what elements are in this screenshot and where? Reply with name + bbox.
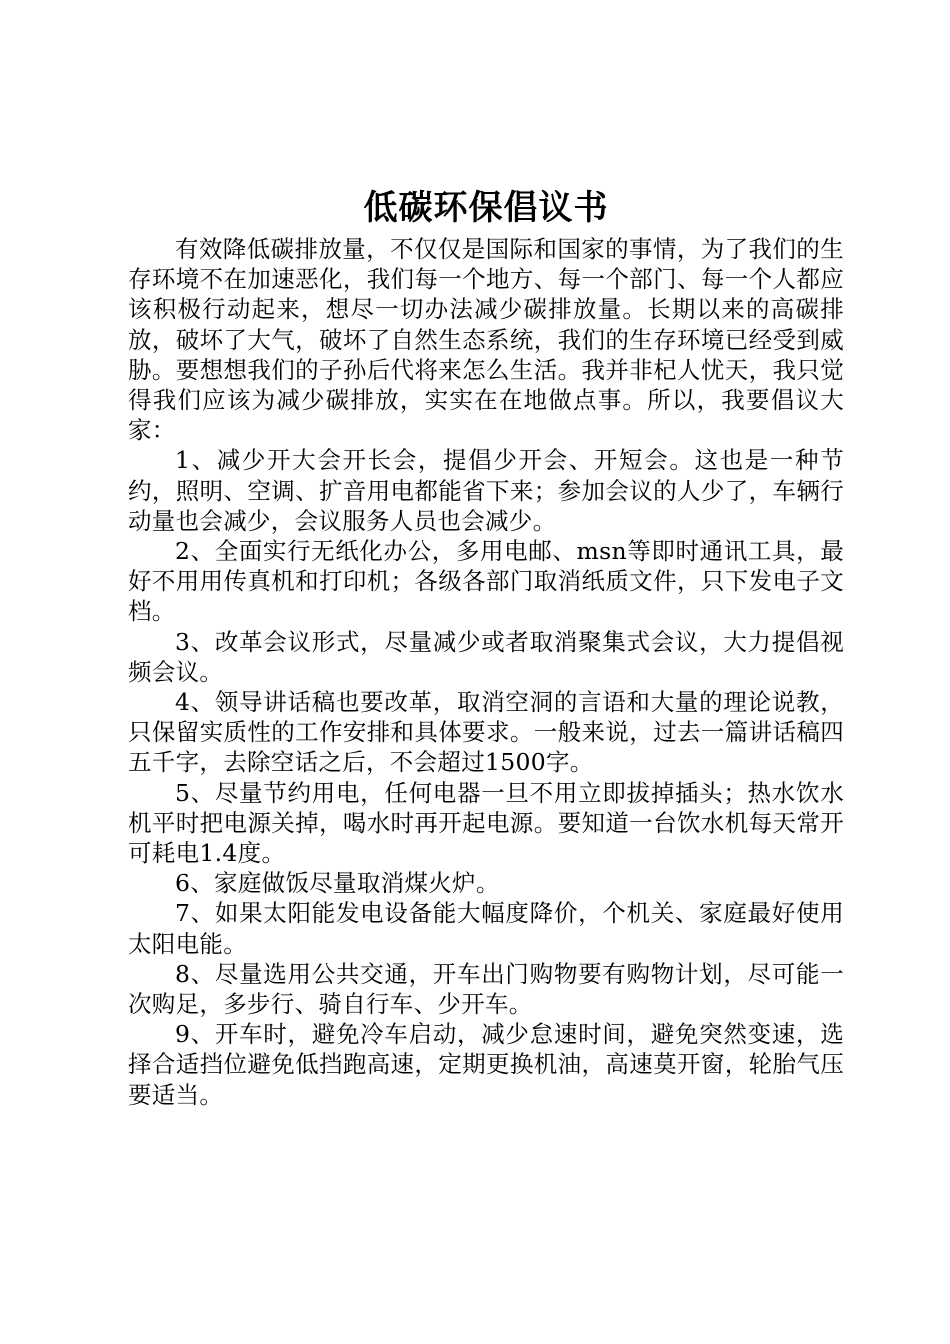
intro-paragraph: 有效降低碳排放量，不仅仅是国际和国家的事情，为了我们的生存环境不在加速恶化，我们每一个地方、每一个部门、每一个人都应该积极行动起来，想尽一切办法减少碳排放量。长期以来的高碳排放，破坏了大气，破坏了自然生态系统，我们的生存环境已经受到威胁。要想想我们的子孙后代将来怎么生活。我并非杞人忧天，我只觉得我们应该为减少碳排放，实实在在地做点事。所以，我要倡议大家： [128,235,844,445]
item-paragraph-1: 1、减少开大会开长会，提倡少开会、开短会。这也是一种节约，照明、空调、扩音用电都能省下来；参加会议的人少了，车辆行动量也会减少，会议服务人员也会减少。 [128,446,844,535]
item-paragraph-4: 4、领导讲话稿也要改革，取消空洞的言语和大量的理论说教，只保留实质性的工作安排和具体要求。一般来说，过去一篇讲话稿四五千字，去除空话之后，不会超过1500字。 [128,688,844,777]
item-paragraph-9: 9、开车时，避免冷车启动，减少怠速时间，避免突然变速，选择合适挡位避免低挡跑高速，定期更换机油，高速莫开窗，轮胎气压要适当。 [128,1020,844,1109]
item-paragraph-7: 7、如果太阳能发电设备能大幅度降价，个机关、家庭最好使用太阳电能。 [128,899,844,958]
item-paragraph-3: 3、改革会议形式，尽量减少或者取消聚集式会议，大力提倡视频会议。 [128,627,844,686]
item-paragraph-8: 8、尽量选用公共交通，开车出门购物要有购物计划，尽可能一次购足，多步行、骑自行车、少开车。 [128,959,844,1019]
item-paragraph-6: 6、家庭做饭尽量取消煤火炉。 [175,869,500,898]
item-paragraph-5: 5、尽量节约用电，任何电器一旦不用立即拔掉插头；热水饮水机平时把电源关掉，喝水时再开起电源。要知道一台饮水机每天常开可耗电1.4度。 [128,778,844,868]
document-page [128,186,844,1110]
item-paragraph-2: 2、全面实行无纸化办公，多用电邮、msn等即时通讯工具，最好不用用传真机和打印机；各级各部门取消纸质文件，只下发电子文档。 [128,537,844,626]
document-title: 低碳环保倡议书 [363,188,609,228]
